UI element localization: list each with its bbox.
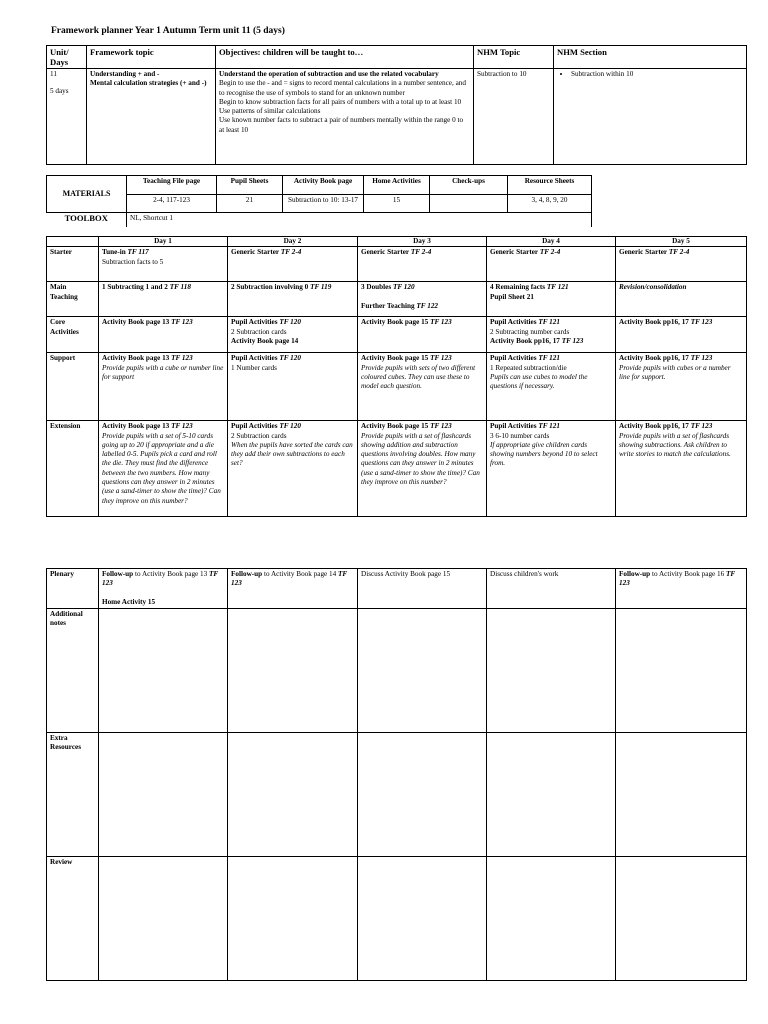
cell-bold-text [361, 302, 483, 311]
review-day-3 [358, 856, 487, 980]
home-activities-value: 15 [364, 195, 430, 213]
cell-line [231, 570, 354, 589]
cell-bold-text-2: Home Activity 15 [102, 597, 156, 606]
cell-text: 2 Subtracting number cards [490, 327, 570, 336]
cell-line [361, 570, 483, 579]
cell-line [361, 354, 483, 363]
teaching-file-ref: TF 122 [416, 301, 439, 310]
cell-bold-text [102, 598, 224, 607]
cell-bold-text: Activity Book page 15 [361, 422, 429, 431]
header-unit-days: Unit/ Days [47, 46, 87, 69]
teaching-file-ref: TF 123 [102, 570, 219, 588]
cell-bold-text: 4 Remaining facts [490, 283, 546, 292]
cell-bold-text [231, 337, 354, 346]
cell-italic-note: Provide pupils with a cube or number line for support [102, 363, 224, 381]
cell-bold-text: Tune-in [102, 248, 126, 257]
extension-day-2 [228, 421, 358, 517]
materials-header: Activity Book page [283, 176, 364, 195]
teaching-file-ref: TF 123 [619, 570, 736, 588]
cell-bold-text: Activity Book pp16, 17 [619, 318, 689, 327]
starter-day-1 [99, 247, 228, 282]
unit-days: 5 days [50, 87, 69, 96]
cell-line [619, 318, 743, 327]
cell-italic-note: When the pupils have sorted the cards can they add their own subtractions to each set? [231, 440, 353, 468]
cell-line [490, 422, 612, 431]
cell-italic-note: If appropriate give children cards showing numbers beyond 10 to select from. [490, 440, 598, 468]
row-header-main-teaching: Main Teaching [47, 282, 99, 317]
cell-text: to Activity Book page 14 [262, 570, 337, 578]
cell-line [361, 318, 483, 327]
cell-line [490, 318, 612, 327]
day-header: Day 3 [358, 237, 487, 247]
daily-plan-table [46, 236, 747, 517]
cell-bold-text-2: Activity Book page 14 [231, 336, 299, 345]
teaching-file-ref: TF 120 [279, 422, 301, 431]
support-day-4 [487, 353, 616, 421]
materials-label: MATERIALS [47, 176, 127, 213]
teaching-file-ref: TF 123 [430, 354, 452, 363]
support-day-2 [228, 353, 358, 421]
teaching-file-ref: TF 123 [690, 318, 713, 327]
row-header-plenary: Plenary [47, 569, 99, 609]
header-objectives: Objectives: children will be taught to… [216, 46, 474, 69]
main-day-3 [358, 282, 487, 317]
cell-line [361, 422, 483, 431]
main-day-4 [487, 282, 616, 317]
cell-bold-text: Activity Book page 15 [361, 318, 429, 327]
pupil-sheets-value: 21 [217, 195, 283, 213]
teaching-file-ref: TF 123 [430, 318, 452, 327]
core-day-1 [99, 317, 228, 353]
cell-bold-text: 1 Subtracting 1 and 2 [102, 283, 168, 292]
teaching-file-ref: TF 121 [538, 354, 560, 363]
cell-text: to Activity Book page 16 [650, 570, 725, 578]
cell-line [102, 570, 224, 589]
cell-italic-note: Provide pupils with a set of flashcards showing subtractions. Ask children to write stories to match the calculations. [619, 431, 731, 459]
teaching-file-ref: TF 2-4 [539, 248, 561, 257]
materials-header: Teaching File page [127, 176, 217, 195]
cell-line [619, 354, 743, 363]
resource-sheets-value: 3, 4, 8, 9, 20 [508, 195, 592, 213]
starter-day-4 [487, 247, 616, 282]
cell-bold-text: Activity Book page 15 [361, 354, 429, 363]
header-framework-topic: Framework topic [87, 46, 216, 69]
support-day-1 [99, 353, 228, 421]
teaching-file-ref: TF 120 [392, 283, 415, 292]
cell-bold-text: Pupil Activities [490, 354, 537, 363]
materials-header: Pupil Sheets [217, 176, 283, 195]
teaching-file-ref: TF 121 [538, 422, 560, 431]
objective-body: Begin to use the - and = signs to record mental calculations in a number sentence, and to recognise the use of symbols to stand for an unknown number Begin to know subtraction facts for all pairs of numbers with a total up to at least 10 Use patterns of similar calculations Use known number facts to subtract a pair of numbers mentally within the range 0 to at least 10 [219, 79, 466, 134]
cell-line [490, 354, 612, 363]
plenary-day-3 [358, 569, 487, 609]
cell-line [361, 248, 483, 257]
extra-day-1 [99, 732, 228, 856]
cell-bold-text: 3 Doubles [361, 283, 392, 292]
unit-days-cell [47, 69, 87, 165]
cell-line [102, 318, 224, 327]
main-day-5 [616, 282, 747, 317]
notes-day-3 [358, 608, 487, 732]
notes-day-2 [228, 608, 358, 732]
day-header: Day 2 [228, 237, 358, 247]
notes-day-4 [487, 608, 616, 732]
notes-day-5 [616, 608, 747, 732]
cell-bold-text-2: Further Teaching [361, 301, 415, 310]
starter-day-2 [228, 247, 358, 282]
starter-day-3 [358, 247, 487, 282]
nhm-section-item: • Subtraction within 10 [571, 70, 743, 79]
core-day-3 [358, 317, 487, 353]
objective-heading: Understand the operation of subtraction and use the related vocabulary [219, 70, 439, 78]
cell-text: 1 Repeated subtraction/die [490, 363, 567, 372]
cell-bold-text: Generic Starter [490, 248, 539, 257]
teaching-file-ref: TF 120 [279, 318, 301, 327]
cell-bold-text: Activity Book pp16, 17 [619, 422, 689, 431]
cell-bold-text: Pupil Activities [490, 318, 537, 327]
extra-day-3 [358, 732, 487, 856]
toolbox-label: TOOLBOX [64, 213, 108, 223]
teaching-file-ref: TF 2-4 [668, 248, 690, 257]
header-nhm-topic: NHM Topic [474, 46, 554, 69]
plenary-day-2 [228, 569, 358, 609]
day-header: Day 5 [616, 237, 747, 247]
cell-bold-text: Pupil Activities [231, 318, 278, 327]
review-day-4 [487, 856, 616, 980]
cell-text: Discuss children's work [490, 570, 559, 578]
cell-text: Subtraction facts to 5 [102, 257, 164, 266]
cell-line [619, 422, 743, 431]
extension-day-3 [358, 421, 487, 517]
extra-day-2 [228, 732, 358, 856]
cell-bold-text: Pupil Activities [231, 422, 278, 431]
plenary-day-1 [99, 569, 228, 609]
materials-table [46, 175, 592, 227]
extension-day-1 [99, 421, 228, 517]
cell-text: to Activity Book page 13 [133, 570, 208, 578]
cell-bold-text [490, 337, 612, 346]
cell-bold-text: Activity Book page 13 [102, 318, 170, 327]
row-header-starter: Starter [47, 247, 99, 282]
objectives-cell [216, 69, 474, 165]
review-day-5 [616, 856, 747, 980]
topic-line-1: Understanding + and - [90, 70, 160, 78]
teaching-file-ref: TF 118 [169, 283, 191, 292]
cell-line [231, 318, 354, 327]
cell-text: 3 6-10 number cards [490, 431, 550, 440]
cell-bold-italic-text: Revision/consolidation [619, 283, 687, 292]
teaching-file-ref: TF 2-4 [280, 248, 302, 257]
day-header: Day 1 [99, 237, 228, 247]
cell-bold-text: Activity Book page 13 [102, 422, 170, 431]
overview-table [46, 45, 747, 165]
cell-text: 2 Subtraction cards [231, 327, 287, 336]
notes-day-1 [99, 608, 228, 732]
cell-bold-text: 2 Subtraction involving 0 [231, 283, 309, 292]
materials-header: Resource Sheets [508, 176, 592, 195]
materials-header: Check-ups [430, 176, 508, 195]
nhm-section-cell [554, 69, 747, 165]
cell-bold-text: Generic Starter [619, 248, 668, 257]
cell-line [102, 283, 224, 292]
teaching-file-ref: TF 123 [231, 570, 348, 588]
activity-book-value: Subtraction to 10: 13-17 [283, 195, 364, 213]
unit-number: 11 [50, 70, 57, 78]
teaching-file-ref: TF 123 [561, 336, 584, 345]
topic-line-2: Mental calculation strategies (+ and -) [90, 79, 207, 88]
extra-day-4 [487, 732, 616, 856]
cell-line [102, 248, 224, 257]
cell-bold-text: Pupil Activities [490, 422, 537, 431]
cell-italic-note: Provide pupils with a set of 5-10 cards going up to 20 if appropriate and a die labelled 0-5. Pupils pick a card and roll the die. They must find the difference between the two numbers. How many questions can they answer in 2 minutes (use a sand-timer to show the time)? Can they improve on this number? [102, 431, 221, 505]
cell-line [490, 248, 612, 257]
cell-bold-text: Follow-up [102, 570, 134, 578]
cell-italic-note: Pupils can use cubes to model the questions if necessary. [490, 372, 588, 391]
framework-topic-cell [87, 69, 216, 165]
cell-line [231, 283, 354, 292]
core-day-2 [228, 317, 358, 353]
cell-bold-text: Activity Book page 13 [102, 354, 170, 363]
cell-text: Discuss Activity Book page 15 [361, 570, 451, 578]
materials-header: Home Activities [364, 176, 430, 195]
teaching-file-ref: TF 123 [171, 318, 193, 327]
review-day-2 [228, 856, 358, 980]
cell-line [619, 570, 743, 589]
row-header-extra-resources: Extra Resources [47, 732, 99, 856]
support-day-3 [358, 353, 487, 421]
row-header-extension: Extension [47, 421, 99, 517]
teaching-file-ref: TF 123 [690, 354, 713, 363]
check-ups-value [430, 195, 508, 213]
cell-line [231, 422, 354, 431]
teaching-file-ref: TF 2-4 [410, 248, 432, 257]
toolbox-value: NL, Shortcut 1 [127, 213, 592, 227]
teaching-file-ref: TF 121 [538, 318, 560, 327]
cell-bold-text: Follow-up [619, 570, 651, 578]
row-header-review: Review [47, 856, 99, 980]
core-day-4 [487, 317, 616, 353]
page-title: Framework planner Year 1 Autumn Term unit 11 (5 days) [51, 26, 285, 36]
row-header-support: Support [47, 353, 99, 421]
nhm-topic-cell: Subtraction to 10 [474, 69, 554, 165]
main-day-2 [228, 282, 358, 317]
cell-line [231, 354, 354, 363]
cell-line [231, 248, 354, 257]
cell-line [490, 283, 612, 292]
extension-day-4 [487, 421, 616, 517]
cell-bold-text [490, 293, 612, 302]
teaching-file-ref: TF 123 [430, 422, 452, 431]
teaching-file-ref: TF 121 [546, 283, 569, 292]
teaching-file-value: 2-4, 117-123 [127, 195, 217, 213]
cell-line [361, 283, 483, 292]
cell-bold-text: Generic Starter [361, 248, 410, 257]
support-day-5 [616, 353, 747, 421]
cell-text: 1 Number cards [231, 363, 277, 372]
main-day-1 [99, 282, 228, 317]
cell-bold-text: Follow-up [231, 570, 263, 578]
cell-italic-note: Provide pupils with sets of two different coloured cubes. They can use these to model each question. [361, 363, 476, 391]
cell-bold-text: Activity Book pp16, 17 [619, 354, 689, 363]
header-nhm-section: NHM Section [554, 46, 747, 69]
core-day-5 [616, 317, 747, 353]
cell-bold-text-2: Activity Book pp16, 17 [490, 336, 560, 345]
cell-line [102, 422, 224, 431]
cell-bold-text: Pupil Activities [231, 354, 278, 363]
plenary-day-4 [487, 569, 616, 609]
cell-text: 2 Subtraction cards [231, 431, 287, 440]
cell-line [619, 248, 743, 257]
cell-line [490, 570, 612, 579]
teaching-file-ref: TF 123 [690, 422, 713, 431]
extra-day-5 [616, 732, 747, 856]
day-header: Day 4 [487, 237, 616, 247]
teaching-file-ref: TF 117 [127, 248, 149, 257]
cell-bold-text: Generic Starter [231, 248, 280, 257]
review-day-1 [99, 856, 228, 980]
teaching-file-ref: TF 119 [310, 283, 332, 292]
cell-line [619, 283, 743, 292]
plenary-day-5 [616, 569, 747, 609]
row-header-additional-notes: Additional notes [47, 608, 99, 732]
cell-italic-note: Provide pupils with cubes or a number line for support. [619, 363, 731, 381]
starter-day-5 [616, 247, 747, 282]
cell-italic-note: Provide pupils with a set of flashcards showing addition and subtraction questions involving doubles. How many questions can they answer in 2 minutes (use a sand-timer to show the time)? Can they improve on this number? [361, 431, 480, 487]
row-header-core-activities: Core Activities [47, 317, 99, 353]
teaching-file-ref: TF 120 [279, 354, 301, 363]
teaching-file-ref: TF 123 [171, 422, 193, 431]
extension-day-5 [616, 421, 747, 517]
review-table [46, 568, 747, 981]
teaching-file-ref: TF 123 [171, 354, 193, 363]
cell-line [102, 354, 224, 363]
cell-bold-text-2: Pupil Sheet 21 [490, 292, 534, 301]
